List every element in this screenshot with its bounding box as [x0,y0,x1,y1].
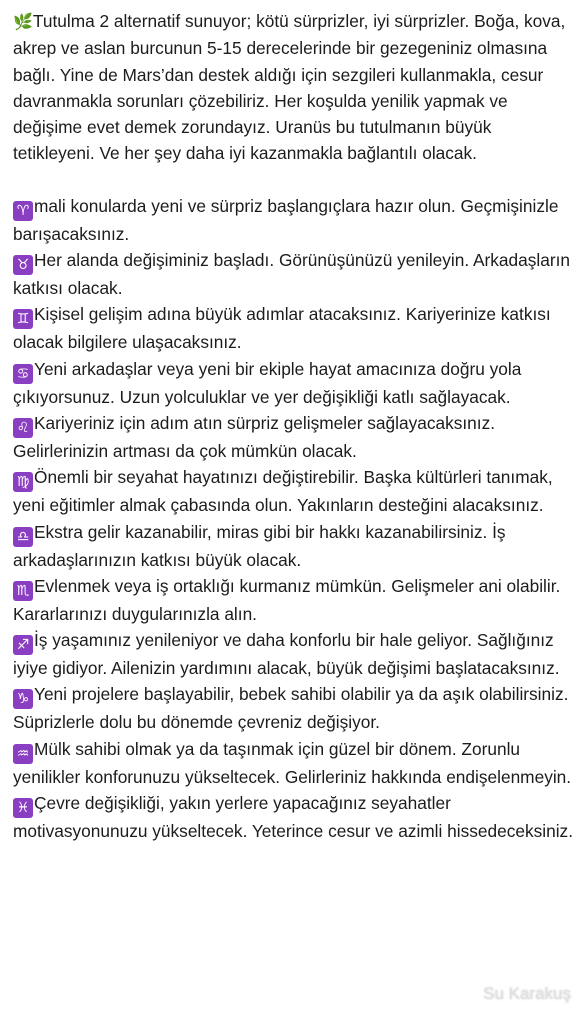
aquarius-icon: ♒ [13,744,33,764]
leo-icon: ♌ [13,418,33,438]
zodiac-text: Evlenmek veya iş ortaklığı kurmanız mümkün. Gelişmeler ani olabilir. Kararlarınızı duygularınızla alın. [13,575,561,624]
zodiac-text: İş yaşamınız yenileniyor ve daha konforlu bir hale geliyor. Sağlığınız iyiye gidiyor. Ailenizin yardımını alacak, büyük değişimi başlatacaksınız. [13,630,560,679]
zodiac-text: Çevre değişikliği, yakın yerlere yapacağınız seyahatler motivasyonunuzu yükseltecek. Yeterince cesur ve azimli hissedeceksiniz. [13,793,573,842]
zodiac-list [13,193,575,845]
zodiac-text: mali konularda yeni ve sürpriz başlangıçlara hazır olun. Geçmişinizle barışacaksınız. [13,195,559,244]
taurus-icon: ♉ [13,255,33,275]
zodiac-item [13,410,575,464]
zodiac-item [13,790,575,844]
zodiac-text: Kişisel gelişim adına büyük adımlar atacaksınız. Kariyerinize katkısı olacak bilgilere ulaşacaksınız. [13,304,551,353]
intro-paragraph [13,8,575,167]
zodiac-text: Önemli bir seyahat hayatınızı değiştirebilir. Başka kültürleri tanımak, yeni eğitimler almak çabasında olun. Yakınların desteğini alacaksınız. [13,467,553,516]
virgo-icon: ♍ [13,472,33,492]
zodiac-text: Yeni projelere başlayabilir, bebek sahibi olabilir ya da aşık olabilirsiniz. Süprizlerle dolu bu dönemde çevreniz değişiyor. [13,684,569,733]
scorpio-icon: ♏ [13,581,33,601]
watermark: Su Karakuş [483,984,571,1003]
zodiac-item [13,519,575,573]
gemini-icon: ♊ [13,309,33,329]
zodiac-item [13,356,575,410]
zodiac-item [13,573,575,627]
zodiac-text: Her alanda değişiminiz başladı. Görünüşünüzü yenileyin. Arkadaşların katkısı olacak. [13,250,571,299]
cancer-icon: ♋ [13,364,33,384]
zodiac-item [13,193,575,247]
zodiac-text: Mülk sahibi olmak ya da taşınmak için güzel bir dönem. Zorunlu yenilikler konforunuzu yükseltecek. Gelirleriniz hakkında endişelenmeyin. [13,738,572,787]
sagittarius-icon: ♐ [13,635,33,655]
aries-icon: ♈ [13,201,33,221]
zodiac-text: Ekstra gelir kazanabilir, miras gibi bir hakkı kazanabilirsiniz. İş arkadaşlarınızın katkısı büyük olacak. [13,521,506,570]
pisces-icon: ♓ [13,798,33,818]
zodiac-item [13,627,575,681]
paragraph-spacer [13,167,575,193]
intro-text: Tutulma 2 alternatif sunuyor; kötü sürprizler, iyi sürprizler. Boğa, kova, akrep ve aslan burcunun 5-15 derecelerinde bir gezegeniniz olmasına bağlı. Yine de Mars’dan destek aldığı için sezgileri kullanmakla, cesur davranmakla sorunları çözebiliriz. Her koşulda yenilik yapmak ve değişime evet demek zorundayız. Uranüs bu tutulmanın büyük tetikleyeni. Ve her şey daha iyi kazanmakla bağlantılı olacak. [13,11,566,164]
herb-leaf-icon: 🌿 [13,12,33,31]
zodiac-item [13,247,575,301]
zodiac-text: Yeni arkadaşlar veya yeni bir ekiple hayat amacınıza doğru yola çıkıyorsunuz. Uzun yolculuklar ve yer değişikliği katlı sağlayacak. [13,358,522,407]
zodiac-item [13,736,575,790]
zodiac-text: Kariyeriniz için adım atın sürpriz gelişmeler sağlayacaksınız. Gelirlerinizin artması da çok mümkün olacak. [13,412,496,461]
zodiac-item [13,464,575,518]
zodiac-item [13,681,575,735]
libra-icon: ♎ [13,527,33,547]
zodiac-item [13,301,575,355]
capricorn-icon: ♑ [13,689,33,709]
